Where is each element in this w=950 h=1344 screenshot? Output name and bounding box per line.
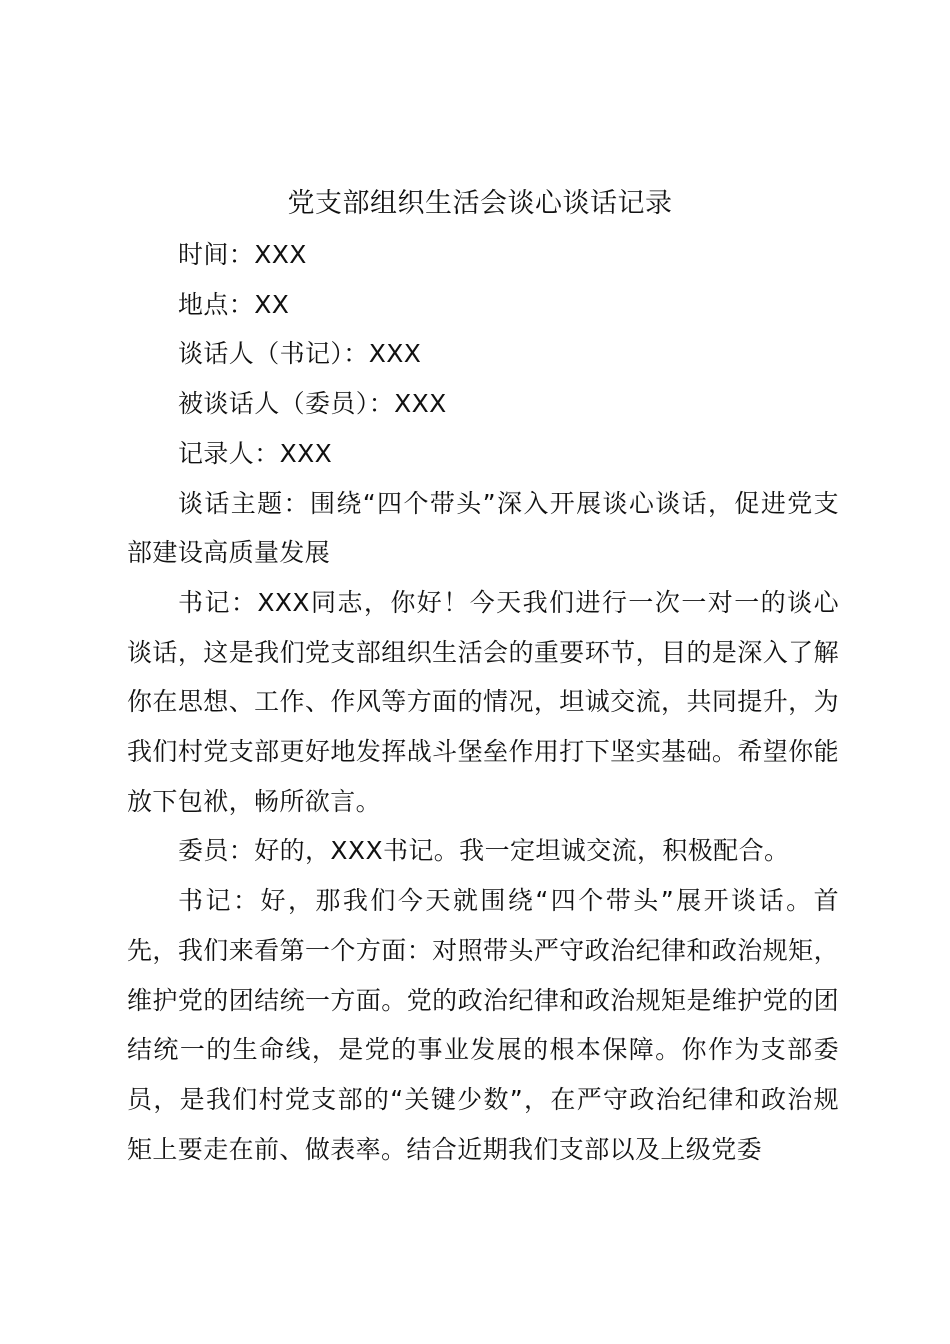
dialogue-paragraph: 委员：好的，XXX书记。我一定坦诚交流，积极配合。 (178, 836, 790, 866)
meta-topic: 谈话主题：围绕“四个带头”深入开展谈心谈话，促进党支部建设高质量发展 (127, 488, 839, 568)
meta-recorder: 记录人：XXX (178, 438, 333, 468)
meta-interviewer: 谈话人（书记）：XXX (178, 339, 422, 369)
dialogue-paragraph: 书记：XXX同志，你好！今天我们进行一次一对一的谈心谈话，这是我们党支部组织生活会的重要环节，目的是深入了解你在思想、工作、作风等方面的情况，坦诚交流，共同提升，为我们村党支部更好地发挥战斗堡垒作用打下坚实基础。希望你能放下包袱，畅所欲言。 (127, 587, 839, 816)
dialogue-paragraph: 书记：好，那我们今天就围绕“四个带头”展开谈话。首先，我们来看第一个方面：对照带头严守政治纪律和政治规矩，维护党的团结统一方面。党的政治纪律和政治规矩是维护党的团结统一的生命线，是党的事业发展的根本保障。你作为支部委员，是我们村党支部的“关键少数”，在严守政治纪律和政治规矩上要走在前、做表率。结合近期我们支部以及上级党委 (127, 886, 839, 1164)
document-body (127, 230, 839, 1174)
meta-interviewee: 被谈话人（委员）：XXX (178, 389, 447, 419)
document-title: 党支部组织生活会谈心谈话记录 (287, 188, 673, 219)
meta-location: 地点：XX (178, 289, 290, 319)
meta-time: 时间：XXX (178, 240, 307, 269)
